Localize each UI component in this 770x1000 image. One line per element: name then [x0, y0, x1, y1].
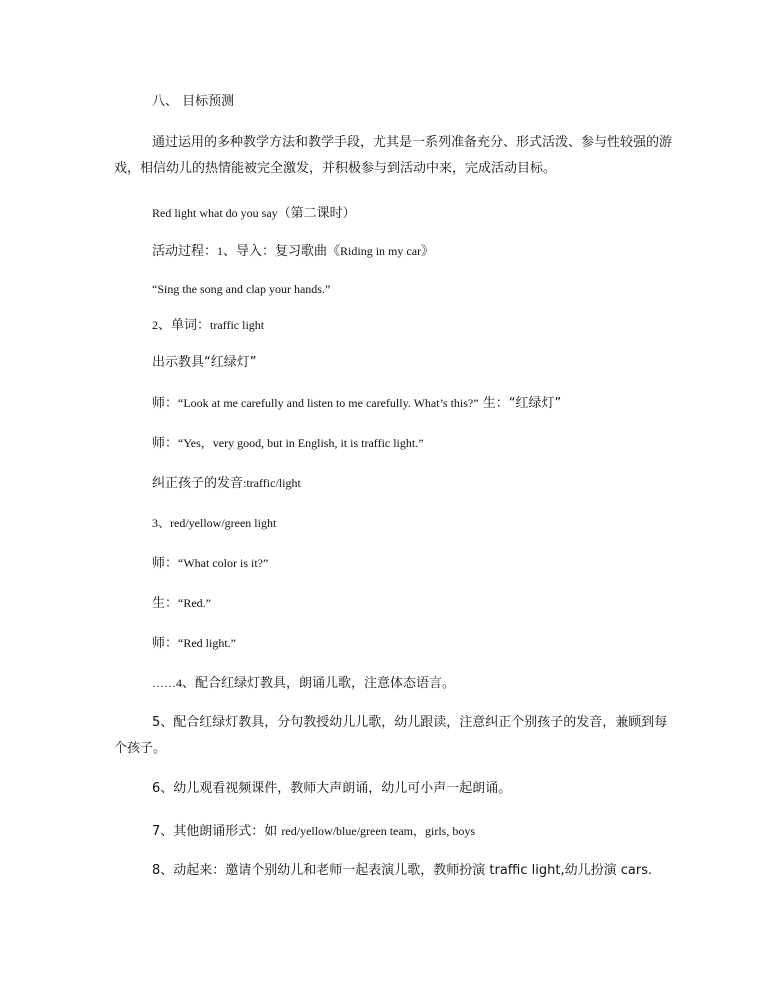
show-props-line: 出示教具“红绿灯” [152, 355, 257, 370]
step-5-paragraph: 5、配合红绿灯教具，分句教授幼儿儿歌，幼儿跟读，注意纠正个别孩子的发音，兼顾到每个孩子。 [114, 715, 668, 756]
paragraph-goal: 通过运用的多种教学方法和教学手段，尤其是一系列准备充分、形式活泼、参与性较强的游戏，相信幼儿的热情能被完全激发，并积极参与到活动中来，完成活动目标。 [114, 135, 673, 176]
step-7-line: 7、其他朗诵形式：如 red/yellow/blue/green team，girls, boys [152, 824, 476, 839]
activity-process: 活动过程：1、导入：复习歌曲《Riding in my car》 [152, 244, 435, 259]
section-heading: 八、 目标预测 [152, 94, 235, 109]
step-8-paragraph: 8、动起来：邀请个别幼儿和老师一起表演儿歌，教师扮演 traffic light,幼儿扮演 cars. [152, 863, 653, 878]
sing-line: “Sing the song and clap your hands.” [152, 282, 331, 296]
teacher-line-1: 师：“Look at me carefully and listen to me carefully. What’s this?” 生：“红绿灯” [152, 396, 562, 411]
lesson-title: Red light what do you say（第二课时） [152, 206, 356, 221]
step-4-line: ……4、配合红绿灯教具，朗诵儿歌，注意体态语言。 [152, 676, 456, 691]
step-6-line: 6、幼儿观看视频课件，教师大声朗诵，幼儿可小声一起朗诵。 [152, 781, 512, 796]
colors-line: 3、red/yellow/green light [152, 516, 277, 530]
correct-pronunciation-line: 纠正孩子的发音:traffic/light [152, 476, 301, 491]
student-line: 生：“Red.” [152, 596, 211, 611]
words-line: 2、单词：traffic light [152, 318, 265, 333]
teacher-line-2: 师：“Yes，very good, but in English, it is traffic light.” [152, 436, 424, 451]
teacher-line-3: 师：“What color is it?” [152, 556, 269, 571]
teacher-line-4: 师：“Red light.” [152, 636, 236, 651]
